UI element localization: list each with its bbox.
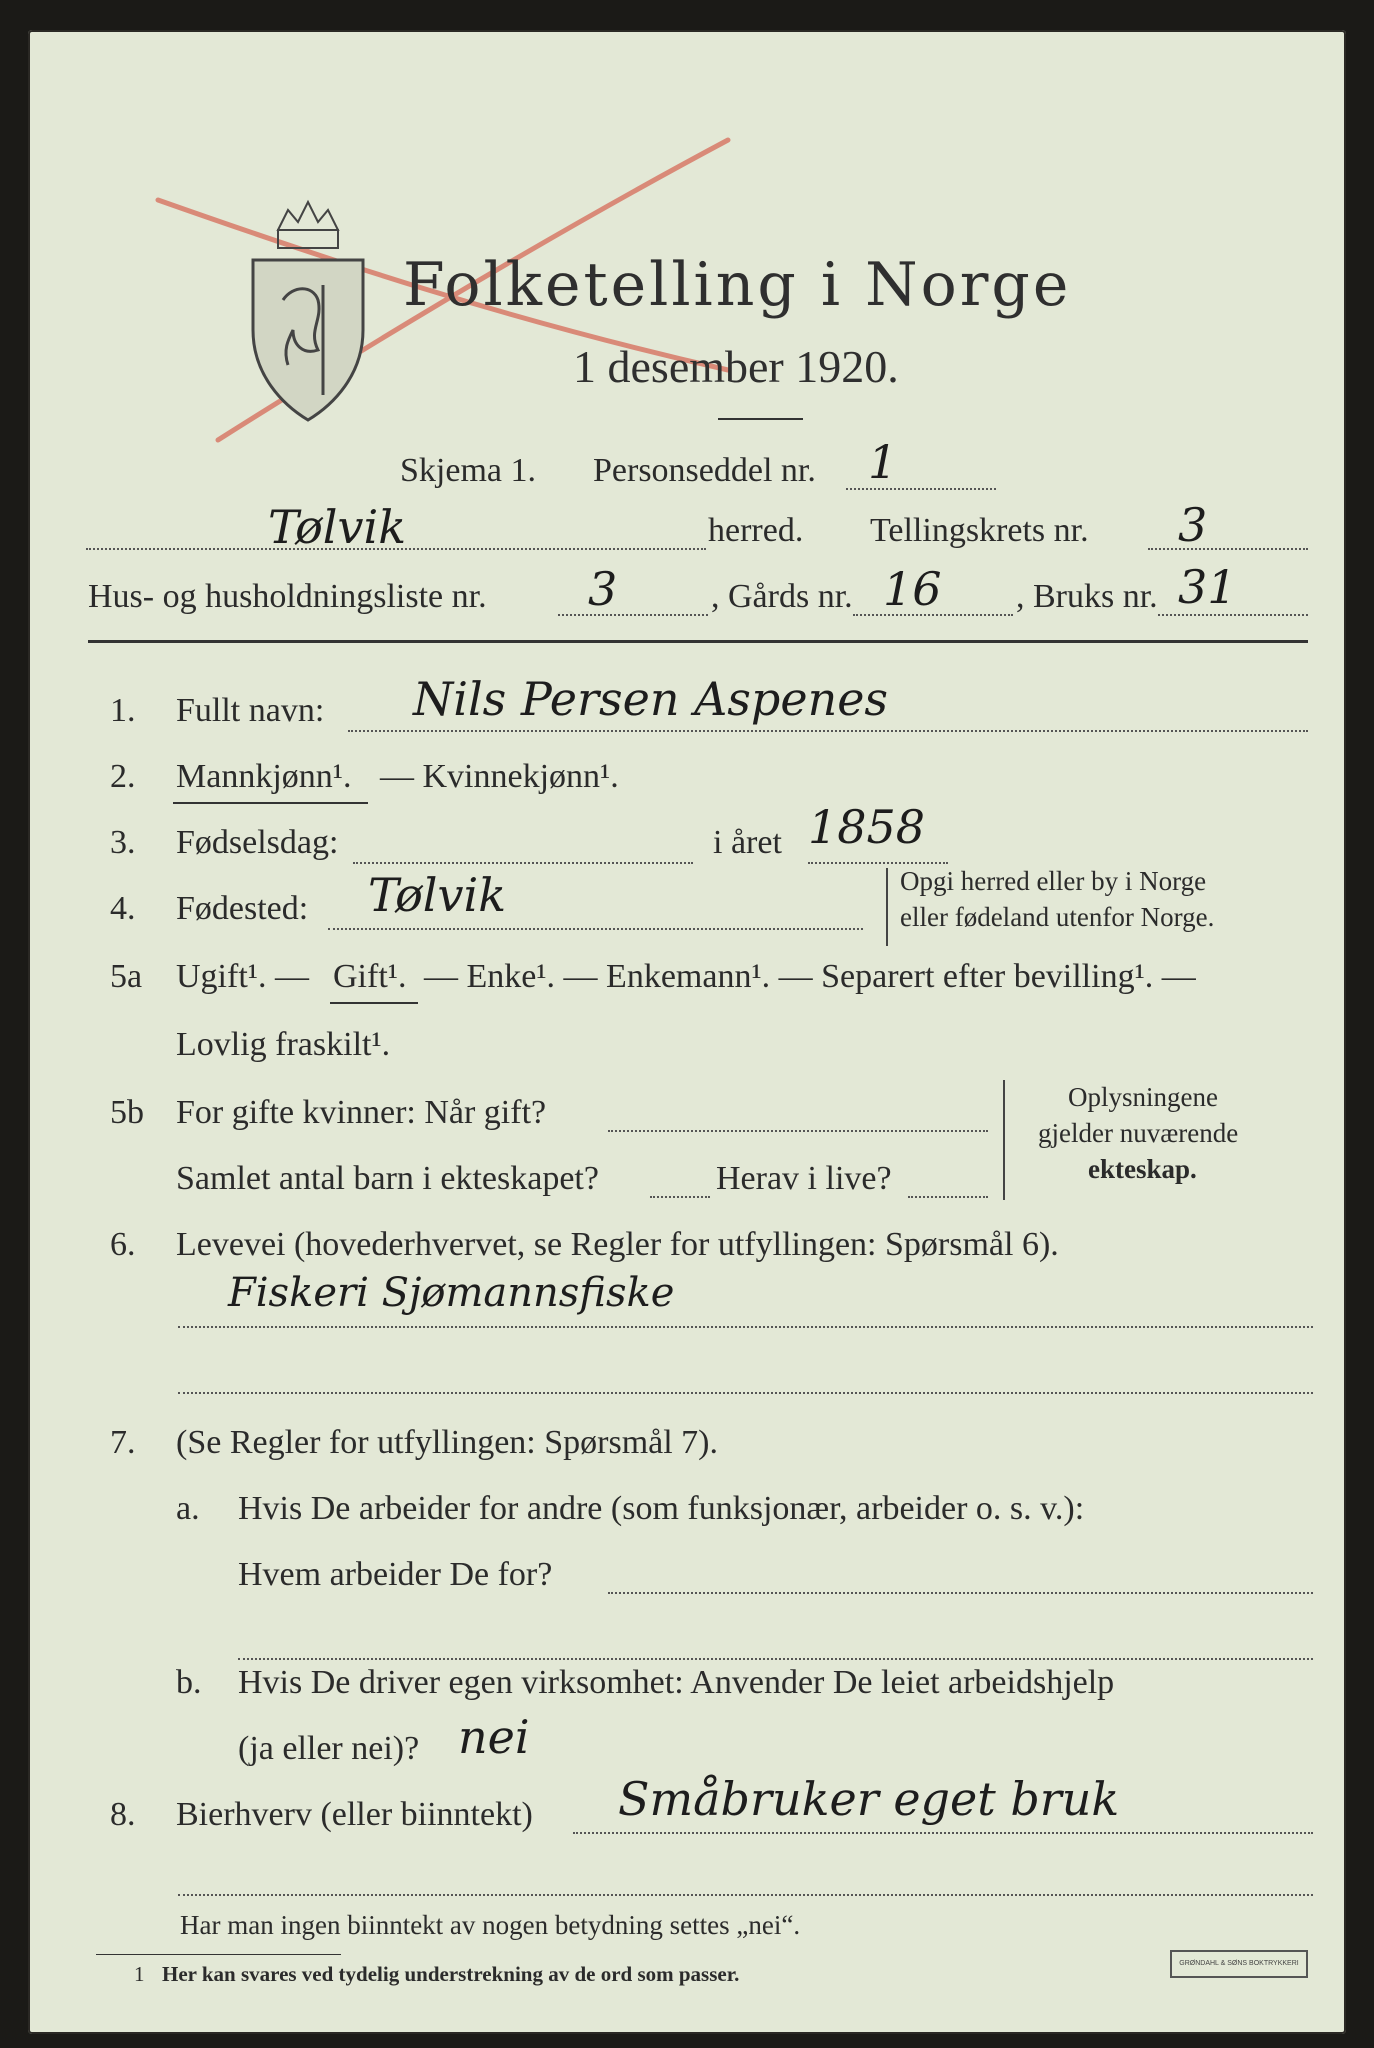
male-underline bbox=[173, 802, 368, 804]
footnote-number: 1 bbox=[134, 1962, 145, 1986]
side-income-value: Småbruker eget bruk bbox=[618, 1772, 1120, 1826]
q3-number: 3. bbox=[110, 824, 136, 861]
form-date: 1 desember 1920. bbox=[573, 341, 899, 392]
q3-label: Fødselsdag: bbox=[176, 824, 339, 861]
hus-value: 3 bbox=[588, 562, 618, 616]
gards-value: 16 bbox=[883, 562, 942, 616]
bruks-value: 31 bbox=[1178, 560, 1237, 614]
q7a-letter: a. bbox=[176, 1490, 200, 1527]
form-title: Folketelling i Norge bbox=[403, 250, 1072, 320]
q1-label: Fullt navn: bbox=[176, 692, 325, 729]
status-others: — Enke¹. — Enkemann¹. — Separert efter bevilling¹. — bbox=[424, 958, 1196, 995]
marriage-note-2: gjelder nuværende bbox=[1038, 1118, 1239, 1148]
q1-number: 1. bbox=[110, 692, 136, 729]
q4-label: Fødested: bbox=[176, 890, 309, 927]
birthplace-note-1: Opgi herred eller by i Norge bbox=[900, 866, 1207, 896]
hus-label: Hus- og husholdningsliste nr. bbox=[88, 578, 487, 615]
q7b-value: nei bbox=[458, 1710, 530, 1764]
q6-label: Levevei (hovederhvervet, se Regler for utfyllingen: Spørsmål 6). bbox=[176, 1226, 1059, 1263]
coat-of-arms-icon bbox=[238, 190, 378, 430]
q7a-employer-label: Hvem arbeider De for? bbox=[238, 1556, 553, 1593]
tellingskrets-label: Tellingskrets nr. bbox=[870, 512, 1089, 549]
q7b-yesno-label: (ja eller nei)? bbox=[238, 1730, 420, 1767]
q5b-number: 5b bbox=[110, 1094, 144, 1131]
married-underline bbox=[330, 1002, 418, 1004]
q7-number: 7. bbox=[110, 1424, 136, 1461]
personseddel-label: Personseddel nr. bbox=[593, 452, 816, 489]
gards-label: , Gårds nr. bbox=[711, 578, 853, 615]
personseddel-value: 1 bbox=[868, 435, 898, 489]
status-unmarried: Ugift¹. — bbox=[176, 958, 309, 995]
skjema-label: Skjema 1. bbox=[400, 452, 536, 489]
occupation-value: Fiskeri Sjømannsfiske bbox=[228, 1270, 675, 1316]
q6-number: 6. bbox=[110, 1226, 136, 1263]
printer-stamp: GRØNDAHL & SØNS BOKTRYKKERI bbox=[1170, 1950, 1308, 1978]
q5a-number: 5a bbox=[110, 958, 143, 995]
bruks-label: , Bruks nr. bbox=[1016, 578, 1158, 615]
status-divorced: Lovlig fraskilt¹. bbox=[176, 1026, 391, 1063]
married-when-label: For gifte kvinner: Når gift? bbox=[176, 1094, 547, 1131]
q7a-question: Hvis De arbeider for andre (som funksjonær, arbeider o. s. v.): bbox=[238, 1490, 1085, 1527]
q7b-letter: b. bbox=[176, 1664, 202, 1701]
birth-year-value: 1858 bbox=[808, 800, 926, 854]
footer-note: Har man ingen biinntekt av nogen betydning settes „nei“. bbox=[180, 1910, 801, 1940]
q2-number: 2. bbox=[110, 758, 136, 795]
herred-value: Tølvik bbox=[268, 500, 407, 554]
children-label: Samlet antal barn i ekteskapet? bbox=[176, 1160, 599, 1197]
gender-female: — Kvinnekjønn¹. bbox=[380, 758, 619, 795]
tellingskrets-value: 3 bbox=[1178, 498, 1208, 552]
gender-male: Mannkjønn¹. bbox=[176, 758, 352, 795]
marriage-note-1: Oplysningene bbox=[1068, 1082, 1218, 1112]
divider bbox=[718, 418, 803, 420]
alive-label: Herav i live? bbox=[716, 1160, 892, 1197]
footnote-text: Her kan svares ved tydelig understrekning av de ord som passer. bbox=[162, 1962, 740, 1986]
year-label: i året bbox=[713, 824, 782, 861]
full-name-value: Nils Persen Aspenes bbox=[413, 672, 889, 726]
birthplace-note-2: eller fødeland utenfor Norge. bbox=[900, 902, 1215, 932]
q8-number: 8. bbox=[110, 1796, 136, 1833]
q4-number: 4. bbox=[110, 890, 136, 927]
herred-label: herred. bbox=[708, 512, 804, 549]
q7-label: (Se Regler for utfyllingen: Spørsmål 7). bbox=[176, 1424, 719, 1461]
status-married: Gift¹. bbox=[333, 958, 407, 995]
census-form bbox=[28, 30, 1346, 2034]
birthplace-value: Tølvik bbox=[368, 868, 507, 922]
marriage-note-3: ekteskap. bbox=[1088, 1154, 1197, 1184]
q7b-question: Hvis De driver egen virksomhet: Anvender De leiet arbeidshjelp bbox=[238, 1664, 1115, 1701]
q8-label: Bierhverv (eller biinntekt) bbox=[176, 1796, 533, 1833]
section-rule bbox=[88, 640, 1308, 643]
